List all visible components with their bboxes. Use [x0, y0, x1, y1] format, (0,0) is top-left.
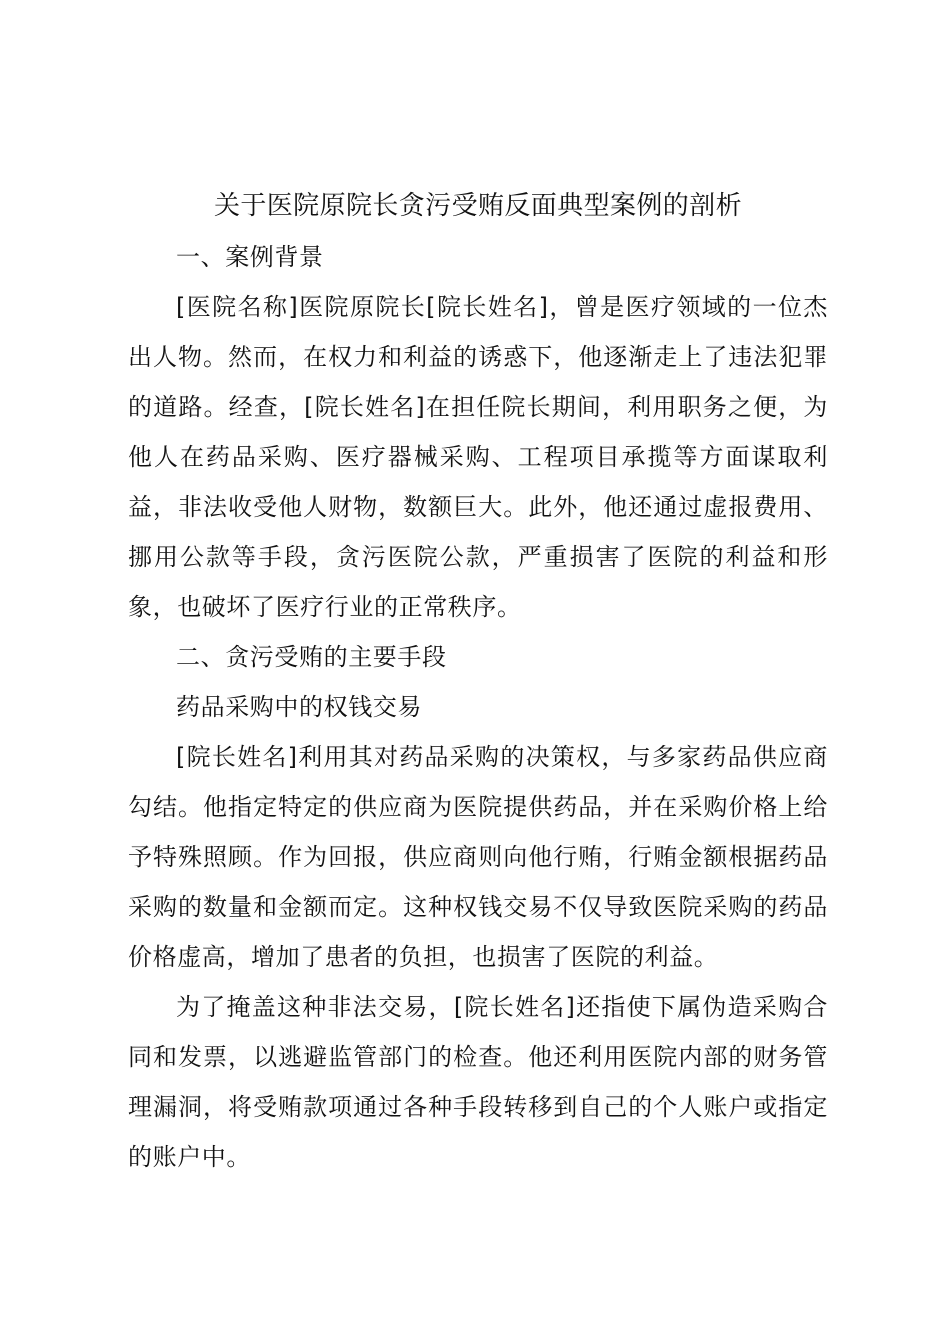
heading-main-methods: 二、贪污受贿的主要手段 [176, 643, 447, 671]
heading-case-background: 一、案例背景 [176, 243, 324, 271]
document-body [128, 180, 828, 1182]
document-title: 关于医院原院长贪污受贿反面典型案例的剖析 [213, 191, 742, 221]
paragraph-drug-procurement: [院长姓名]利用其对药品采购的决策权，与多家药品供应商勾结。他指定特定的供应商为医院提供药品，并在采购价格上给予特殊照顾。作为回报，供应商则向他行贿，行贿金额根据药品采购的数量和金额而定。这种权钱交易不仅导致医院采购的药品价格虚高，增加了患者的负担，也损害了医院的利益。 [128, 743, 828, 971]
paragraph-cover-up: 为了掩盖这种非法交易，[院长姓名]还指使下属伪造采购合同和发票，以逃避监管部门的检查。他还利用医院内部的财务管理漏洞，将受贿款项通过各种手段转移到自己的个人账户或指定的账户中。 [128, 993, 828, 1171]
paragraph-background: [医院名称]医院原院长[院长姓名]，曾是医疗领域的一位杰出人物。然而，在权力和利益的诱惑下，他逐渐走上了违法犯罪的道路。经查，[院长姓名]在担任院长期间，利用职务之便，为他人在药品采购、医疗器械采购、工程项目承揽等方面谋取利益，非法收受他人财物，数额巨大。此外，他还通过虚报费用、挪用公款等手段，贪污医院公款，严重损害了医院的利益和形象，也破坏了医疗行业的正常秩序。 [128, 293, 828, 621]
subheading-drug-procurement: 药品采购中的权钱交易 [176, 693, 422, 721]
